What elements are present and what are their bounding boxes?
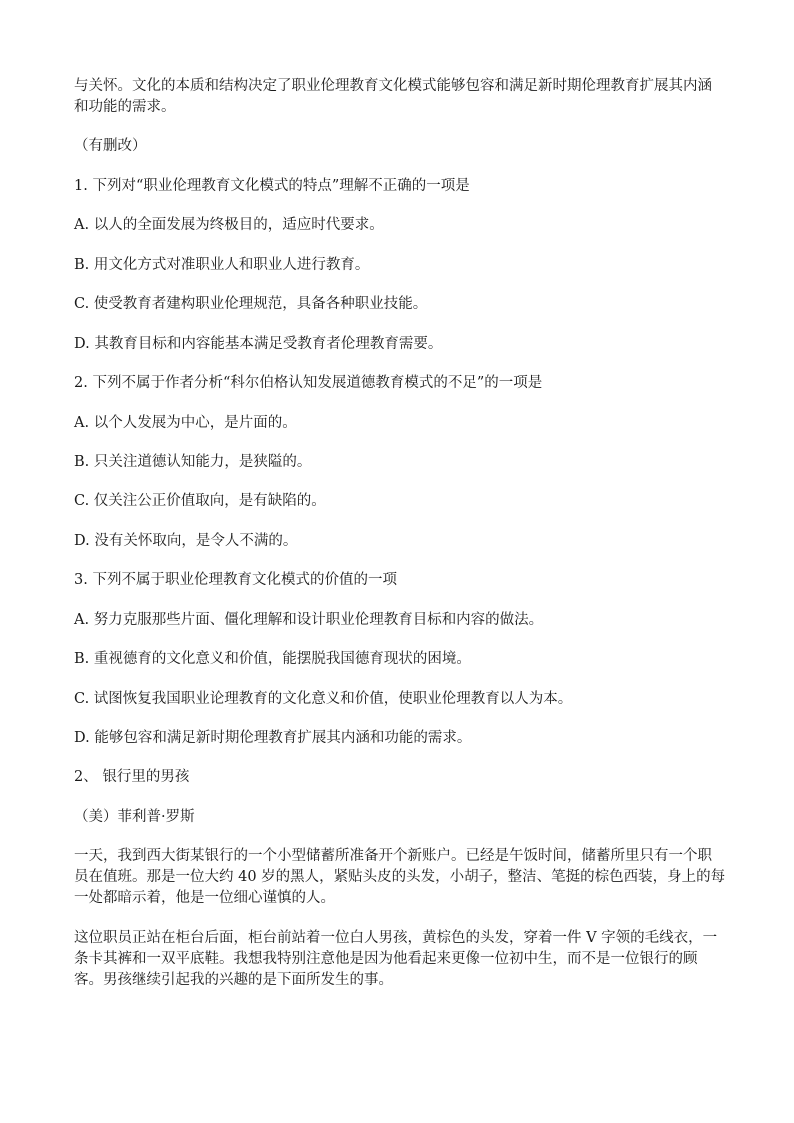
source-note: （有删改） [74, 138, 147, 154]
question-2: 2. 下列不属于作者分析“科尔伯格认知发展道德教育模式的不足”的一项是 [74, 375, 543, 391]
q1-option-d: D. 其教育目标和内容能基本满足受教育者伦理教育需要。 [74, 336, 443, 352]
paragraph-continuation: 与关怀。文化的本质和结构决定了职业伦理教育文化模式能够包容和满足新时期伦理教育扩展其内涵和功能的需求。 [74, 78, 712, 115]
q1-option-a: A. 以人的全面发展为终极目的，适应时代要求。 [74, 217, 384, 233]
question-3: 3. 下列不属于职业伦理教育文化模式的价值的一项 [74, 572, 397, 588]
q1-option-c: C. 使受教育者建构职业伦理规范，具备各种职业技能。 [74, 296, 428, 312]
q3-option-d: D. 能够包容和满足新时期伦理教育扩展其内涵和功能的需求。 [74, 730, 472, 746]
article-paragraph-2: 这位职员正站在柜台后面，柜台前站着一位白人男孩，黄棕色的头发，穿着一件 V 字领的毛线衣，一条卡其裤和一双平底鞋。我想我特别注意他是因为他看起来更像一位初中生，而不是一位银行的顾客。男孩继续引起我的兴趣的是下面所发生的事。 [74, 930, 718, 988]
article-paragraph-1: 一天，我到西大街某银行的一个小型储蓄所准备开个新账户。已经是午饭时间，储蓄所里只有一个职员在值班。那是一位大约 40 岁的黑人，紧贴头皮的头发，小胡子，整洁、笔挺的棕色西装，身上的每一处都暗示着，他是一位细心谨慎的人。 [74, 848, 726, 906]
article-title: 2、 银行里的男孩 [74, 769, 190, 785]
article-author: （美）菲利普·罗斯 [74, 809, 195, 825]
q2-option-b: B. 只关注道德认知能力，是狭隘的。 [74, 454, 312, 470]
q2-option-a: A. 以个人发展为中心，是片面的。 [74, 415, 297, 431]
q2-option-d: D. 没有关怀取向，是令人不满的。 [74, 533, 298, 549]
q2-option-c: C. 仅关注公正价值取向，是有缺陷的。 [74, 493, 326, 509]
q3-option-a: A. 努力克服那些片面、僵化理解和设计职业伦理教育目标和内容的做法。 [74, 612, 544, 628]
q3-option-c: C. 试图恢复我国职业论理教育的文化意义和价值，使职业伦理教育以人为本。 [74, 691, 573, 707]
q1-option-b: B. 用文化方式对准职业人和职业人进行教育。 [74, 257, 370, 273]
question-1: 1. 下列对“职业伦理教育文化模式的特点”理解不正确的一项是 [74, 178, 470, 194]
q3-option-b: B. 重视德育的文化意义和价值，能摆脱我国德育现状的困境。 [74, 651, 471, 667]
